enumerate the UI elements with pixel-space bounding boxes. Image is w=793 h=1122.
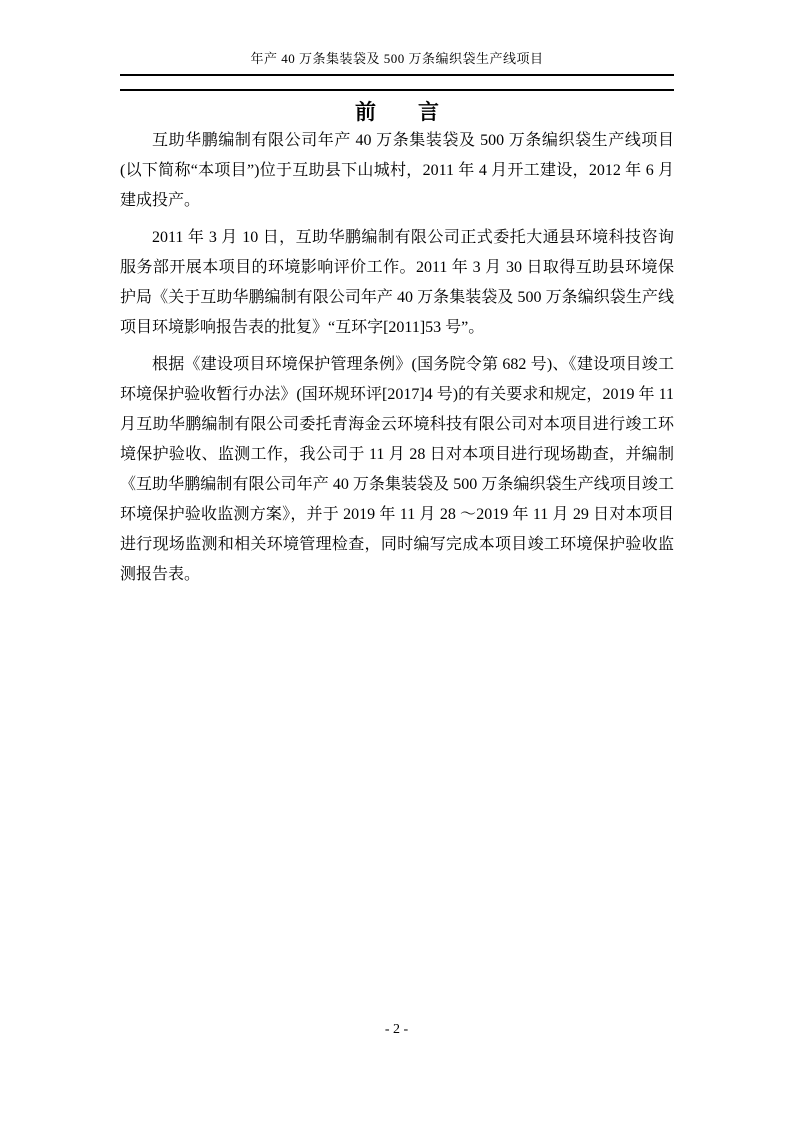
- preface-heading: 前 言: [355, 100, 439, 124]
- page-number: - 2 -: [384, 1022, 409, 1037]
- page-content: [120, 0, 674, 597]
- running-header-title: 年产 40 万条集装袋及 500 万条编织袋生产线项目: [250, 51, 544, 66]
- preface-body: [120, 126, 674, 590]
- header-rule-top: [120, 74, 674, 76]
- header-rule-bottom: [120, 89, 674, 91]
- paragraph: 互助华鹏编制有限公司年产 40 万条集装袋及 500 万条编织袋生产线项目(以下简称“本项目”)位于互助县下山城村，2011 年 4 月开工建设，2012 年 6 月建成投产。: [120, 132, 674, 209]
- paragraph: 2011 年 3 月 10 日，互助华鹏编制有限公司正式委托大通县环境科技咨询服务部开展本项目的环境影响评价工作。2011 年 3 月 30 日取得互助县环境保护局《关于互助华鹏编制有限公司年产 40 万条集装袋及 500 万条编织袋生产线项目环境影响报告表的批复》“互环字[2011]53 号”。: [120, 229, 674, 336]
- paragraph: 根据《建设项目环境保护管理条例》(国务院令第 682 号)、《建设项目竣工环境保护验收暂行办法》(国环规环评[2017]4 号)的有关要求和规定，2019 年 11 月互助华鹏编制有限公司委托青海金云环境科技有限公司对本项目进行竣工环境保护验收、监测工作，我公司于 11 月 28 日对本项目进行现场勘查，并编制《互助华鹏编制有限公司年产 40 万条集装袋及 500 万条编织袋生产线项目竣工环境保护验收监测方案》，并于 2019 年 11 月 28 ～2019 年 11 月 29 日对本项目进行现场监测和相关环境管理检查，同时编写完成本项目竣工环境保护验收监测报告表。: [120, 356, 674, 583]
